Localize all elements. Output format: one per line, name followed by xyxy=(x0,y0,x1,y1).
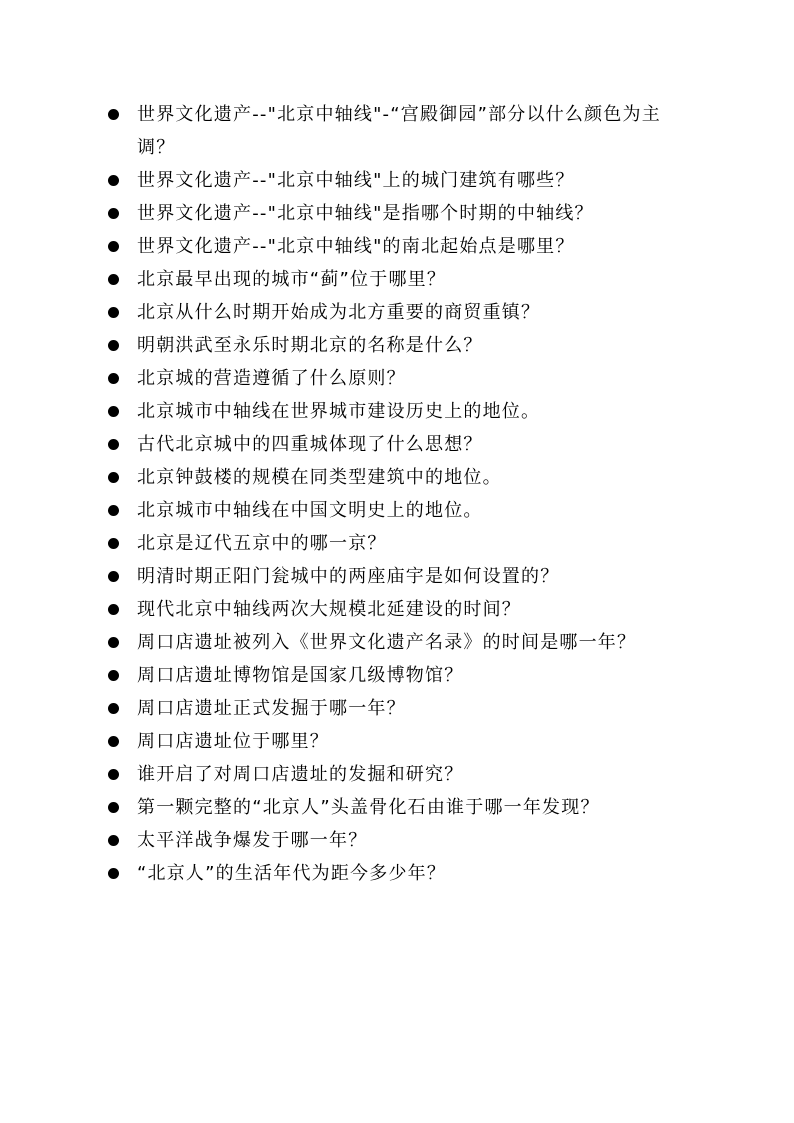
list-item xyxy=(108,428,688,461)
question-text: 周口店遗址被列入《世界文化遗产名录》的时间是哪一年？ xyxy=(137,632,637,653)
list-item xyxy=(108,362,688,395)
list-item xyxy=(108,329,688,362)
list-item xyxy=(108,857,688,890)
question-text: 谁开启了对周口店遗址的发掘和研究？ xyxy=(137,764,464,785)
list-item xyxy=(108,626,688,659)
question-text: 现代北京中轴线两次大规模北延建设的时间？ xyxy=(137,599,521,620)
bullet-icon xyxy=(108,670,119,681)
bullet-icon xyxy=(108,241,119,252)
bullet-icon xyxy=(108,406,119,417)
list-item xyxy=(108,296,688,329)
question-list xyxy=(108,98,688,890)
question-text: 古代北京城中的四重城体现了什么思想？ xyxy=(137,434,483,455)
question-text: 北京是辽代五京中的哪一京？ xyxy=(137,533,387,554)
bullet-icon xyxy=(108,472,119,483)
question-text: 明朝洪武至永乐时期北京的名称是什么？ xyxy=(137,335,483,356)
question-text: 北京钟鼓楼的规模在同类型建筑中的地位。 xyxy=(137,467,502,488)
list-item xyxy=(108,659,688,692)
bullet-icon xyxy=(108,307,119,318)
question-text: 周口店遗址位于哪里？ xyxy=(137,731,329,752)
bullet-icon xyxy=(108,604,119,615)
bullet-icon xyxy=(108,505,119,516)
question-text: 北京城市中轴线在中国文明史上的地位。 xyxy=(137,500,483,521)
list-item xyxy=(108,197,688,230)
question-text: 太平洋战争爆发于哪一年？ xyxy=(137,830,368,851)
bullet-icon xyxy=(108,736,119,747)
bullet-icon xyxy=(108,769,119,780)
question-text: 周口店遗址正式发掘于哪一年？ xyxy=(137,698,406,719)
list-item xyxy=(108,725,688,758)
bullet-icon xyxy=(108,340,119,351)
list-item xyxy=(108,692,688,725)
list-item xyxy=(108,461,688,494)
list-item xyxy=(108,263,688,296)
question-text: 北京从什么时期开始成为北方重要的商贸重镇？ xyxy=(137,302,541,323)
list-item xyxy=(108,395,688,428)
bullet-icon xyxy=(108,274,119,285)
list-item xyxy=(108,791,688,824)
question-text: 世界文化遗产--"北京中轴线"是指哪个时期的中轴线？ xyxy=(137,203,594,224)
list-item xyxy=(108,593,688,626)
list-item xyxy=(108,230,688,263)
bullet-icon xyxy=(108,373,119,384)
question-text: 北京城市中轴线在世界城市建设历史上的地位。 xyxy=(137,401,541,422)
bullet-icon xyxy=(108,175,119,186)
question-text: “北京人”的生活年代为距今多少年？ xyxy=(137,863,447,884)
list-item xyxy=(108,164,688,197)
question-text: 周口店遗址博物馆是国家几级博物馆？ xyxy=(137,665,464,686)
bullet-icon xyxy=(108,109,119,120)
bullet-icon xyxy=(108,703,119,714)
bullet-icon xyxy=(108,868,119,879)
bullet-icon xyxy=(108,571,119,582)
question-text: 北京最早出现的城市“蓟”位于哪里？ xyxy=(137,269,447,290)
question-text: 第一颗完整的“北京人”头盖骨化石由谁于哪一年发现？ xyxy=(137,797,600,818)
list-item xyxy=(108,824,688,857)
bullet-icon xyxy=(108,637,119,648)
bullet-icon xyxy=(108,802,119,813)
question-text: 明清时期正阳门瓮城中的两座庙宇是如何设置的？ xyxy=(137,566,560,587)
bullet-icon xyxy=(108,439,119,450)
question-text: 世界文化遗产--"北京中轴线"-“宫殿御园”部分以什么颜色为主调？ xyxy=(137,104,661,158)
list-item xyxy=(108,758,688,791)
question-text: 北京城的营造遵循了什么原则？ xyxy=(137,368,406,389)
question-text: 世界文化遗产--"北京中轴线"的南北起始点是哪里？ xyxy=(137,236,575,257)
list-item xyxy=(108,527,688,560)
bullet-icon xyxy=(108,835,119,846)
bullet-icon xyxy=(108,538,119,549)
list-item xyxy=(108,98,688,164)
bullet-icon xyxy=(108,208,119,219)
question-text: 世界文化遗产--"北京中轴线"上的城门建筑有哪些？ xyxy=(137,170,575,191)
list-item xyxy=(108,494,688,527)
list-item xyxy=(108,560,688,593)
